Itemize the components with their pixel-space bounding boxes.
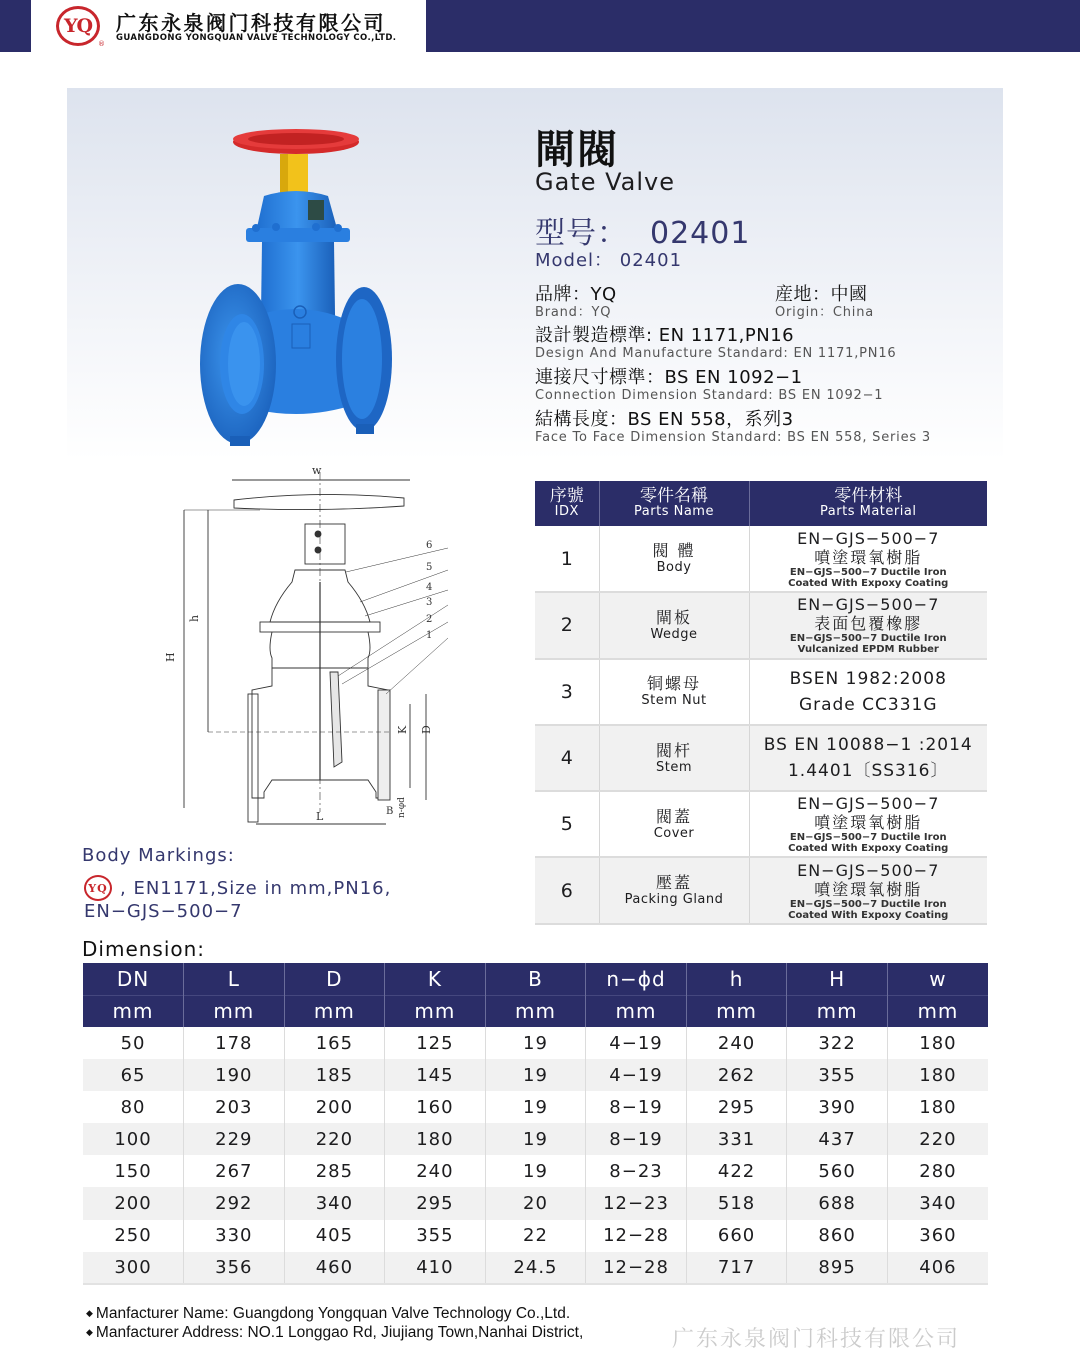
svg-text:6: 6 bbox=[426, 540, 433, 551]
svg-text:2: 2 bbox=[426, 614, 433, 625]
page-header bbox=[0, 0, 1080, 52]
table-cell: 250 bbox=[83, 1220, 184, 1252]
svg-text:5: 5 bbox=[426, 562, 433, 573]
table-row bbox=[83, 1220, 988, 1252]
col-parts-name: 零件名稱 Parts Name bbox=[599, 481, 749, 526]
svg-text:K: K bbox=[396, 725, 409, 734]
table-cell: 125 bbox=[385, 1027, 486, 1059]
table-cell: 178 bbox=[184, 1027, 285, 1059]
parts-table bbox=[535, 481, 987, 925]
table-row: 5 閥蓋 Cover EN−GJS−500−7 噴塗環氧樹脂 EN−GJS−500−7 Ductile Iron Coated With Expoxy Coating bbox=[535, 791, 987, 857]
table-cell: 19 bbox=[485, 1059, 586, 1091]
table-cell: 437 bbox=[787, 1123, 888, 1155]
table-cell: 4−19 bbox=[586, 1059, 687, 1091]
table-cell: 165 bbox=[284, 1027, 385, 1059]
table-row: 3 铜螺母 Stem Nut BSEN 1982:2008 Grade CC331G bbox=[535, 659, 987, 725]
dimension-table bbox=[83, 963, 988, 1285]
svg-text:1: 1 bbox=[426, 630, 433, 641]
body-markings-line1: YQ , EN1171,Size in mm,PN16, bbox=[84, 875, 391, 901]
table-cell: 19 bbox=[485, 1155, 586, 1187]
table-cell: 322 bbox=[787, 1027, 888, 1059]
company-name-cn: 广东永泉阀门科技有限公司 bbox=[116, 11, 386, 35]
table-cell: 19 bbox=[485, 1027, 586, 1059]
table-cell: 220 bbox=[284, 1123, 385, 1155]
model-value: 02401 bbox=[650, 216, 751, 251]
table-cell: 65 bbox=[83, 1059, 184, 1091]
svg-text:n-φd: n-φd bbox=[397, 797, 407, 818]
dimension-units: mm mm mm mm mm mm mm mm mm bbox=[83, 995, 988, 1027]
table-cell: 203 bbox=[184, 1091, 285, 1123]
svg-text:B: B bbox=[386, 806, 394, 817]
table-cell: 19 bbox=[485, 1123, 586, 1155]
table-row bbox=[83, 1123, 988, 1155]
table-cell: 460 bbox=[284, 1252, 385, 1284]
table-cell: 180 bbox=[887, 1059, 988, 1091]
col-idx: 序號 IDX bbox=[535, 481, 599, 526]
model-number-en: Model： 02401 bbox=[535, 250, 683, 271]
company-name-en: GUANGDONG YONGQUAN VALVE TECHNOLOGY CO.,LTD. bbox=[116, 33, 397, 43]
table-cell: 560 bbox=[787, 1155, 888, 1187]
parts-table-header bbox=[535, 481, 987, 526]
yq-logo-icon: YQ bbox=[84, 875, 112, 901]
table-cell: 220 bbox=[887, 1123, 988, 1155]
table-cell: 285 bbox=[284, 1155, 385, 1187]
technical-drawing bbox=[160, 462, 450, 828]
watermark: 广东永泉阀门科技有限公司 bbox=[672, 1327, 961, 1352]
table-cell: 717 bbox=[686, 1252, 787, 1284]
table-cell: 185 bbox=[284, 1059, 385, 1091]
table-cell: 660 bbox=[686, 1220, 787, 1252]
table-row bbox=[83, 1091, 988, 1123]
table-cell: 360 bbox=[919, 1225, 957, 1247]
table-cell: 240 bbox=[686, 1027, 787, 1059]
svg-text:w: w bbox=[312, 464, 322, 477]
manufacturer-name: ◆ Manfacturer Name: Guangdong Yongquan Valve Technology Co.,Ltd. bbox=[86, 1305, 571, 1322]
table-cell: 190 bbox=[184, 1059, 285, 1091]
table-cell: 518 bbox=[686, 1187, 787, 1219]
table-cell: 340 bbox=[887, 1187, 988, 1219]
svg-text:4: 4 bbox=[426, 582, 433, 593]
spec-brand: 品牌：YQ Brand：YQ bbox=[535, 284, 617, 320]
table-cell: 295 bbox=[385, 1187, 486, 1219]
table-cell: 300 bbox=[83, 1252, 184, 1284]
product-title-cn: 閘閥 bbox=[535, 127, 619, 173]
table-cell: 330 bbox=[184, 1220, 285, 1252]
table-cell: 406 bbox=[887, 1252, 988, 1284]
yq-logo-icon: YQ bbox=[56, 6, 100, 46]
table-cell: 180 bbox=[919, 1032, 957, 1054]
body-markings-title: Body Markings: bbox=[82, 845, 235, 866]
header-bar-left bbox=[0, 0, 31, 52]
spec-origin: 産地：中國 Origin：China bbox=[775, 284, 875, 320]
model-label: 型号： bbox=[535, 216, 628, 251]
table-cell: 8−19 bbox=[586, 1091, 687, 1123]
table-cell: 100 bbox=[83, 1123, 184, 1155]
table-cell: 19 bbox=[485, 1091, 586, 1123]
table-cell: 145 bbox=[385, 1059, 486, 1091]
table-cell: 410 bbox=[385, 1252, 486, 1284]
table-cell: 860 bbox=[787, 1220, 888, 1252]
svg-text:h: h bbox=[188, 614, 201, 622]
table-cell: 280 bbox=[919, 1160, 957, 1182]
table-cell: 160 bbox=[385, 1091, 486, 1123]
table-cell: 200 bbox=[284, 1091, 385, 1123]
table-cell: 24.5 bbox=[485, 1252, 586, 1284]
table-cell: 50 bbox=[83, 1027, 184, 1059]
table-cell: 267 bbox=[184, 1155, 285, 1187]
table-cell: 180 bbox=[385, 1123, 486, 1155]
table-cell: 80 bbox=[83, 1091, 184, 1123]
registered-mark: ® bbox=[98, 40, 105, 48]
manufacturer-address: ◆ Manfacturer Address: NO.1 Longgao Rd, Jiujiang Town,Nanhai District, bbox=[86, 1324, 584, 1341]
spec-face-standard: 結構長度：BS EN 558，系列3 Face To Face Dimension Standard: BS EN 558, Series 3 bbox=[535, 409, 931, 445]
header-bar-right bbox=[426, 0, 1080, 52]
spec-connection-standard: 連接尺寸標準：BS EN 1092−1 Connection Dimension Standard: BS EN 1092−1 bbox=[535, 367, 884, 403]
table-cell: 895 bbox=[787, 1252, 888, 1284]
table-cell: 331 bbox=[686, 1123, 787, 1155]
svg-text:L: L bbox=[316, 810, 324, 823]
table-cell: 292 bbox=[184, 1187, 285, 1219]
table-cell: 356 bbox=[184, 1252, 285, 1284]
table-cell: 20 bbox=[485, 1187, 586, 1219]
table-cell: 8−19 bbox=[586, 1123, 687, 1155]
dimension-title: Dimension: bbox=[82, 937, 206, 961]
col-parts-material: 零件材料 Parts Material bbox=[749, 481, 987, 526]
spec-design-standard: 設計製造標準: EN 1171,PN16 Design And Manufacture Standard: EN 1171,PN16 bbox=[535, 325, 897, 361]
table-row: 6 壓蓋 Packing Gland EN−GJS−500−7 噴塗環氧樹脂 EN−GJS−500−7 Ductile Iron Coated With Expoxy Coating bbox=[535, 857, 987, 923]
svg-text:H: H bbox=[164, 652, 177, 662]
table-cell: 12−23 bbox=[586, 1187, 687, 1219]
table-cell: 340 bbox=[284, 1187, 385, 1219]
table-row: 1 閥 體 Body EN−GJS−500−7 噴塗環氧樹脂 EN−GJS−500−7 Ductile Iron Coated With Expoxy Coating bbox=[535, 526, 987, 592]
table-row: 2 閘板 Wedge EN−GJS−500−7 表面包覆橡膠 EN−GJS−500−7 Ductile Iron Vulcanized EPDM Rubber bbox=[535, 592, 987, 658]
table-cell: 262 bbox=[686, 1059, 787, 1091]
table-cell: 355 bbox=[787, 1059, 888, 1091]
table-row bbox=[83, 1059, 988, 1091]
table-cell: 295 bbox=[686, 1091, 787, 1123]
table-cell: 180 bbox=[919, 1096, 957, 1118]
body-markings-line2: EN−GJS−500−7 bbox=[84, 901, 243, 922]
manufacturer-info bbox=[86, 1304, 583, 1342]
table-row: 4 閥杆 Stem BS EN 10088−1 :2014 1.4401〔SS316〕 bbox=[535, 725, 987, 791]
table-cell: 22 bbox=[485, 1220, 586, 1252]
table-cell: 390 bbox=[787, 1091, 888, 1123]
table-row bbox=[83, 1187, 988, 1219]
table-cell: 200 bbox=[83, 1187, 184, 1219]
table-cell: 150 bbox=[83, 1155, 184, 1187]
table-cell: 12−28 bbox=[586, 1220, 687, 1252]
table-cell: 240 bbox=[385, 1155, 486, 1187]
table-cell: 8−23 bbox=[586, 1155, 687, 1187]
table-cell: 4−19 bbox=[586, 1027, 687, 1059]
table-row bbox=[83, 1155, 988, 1187]
table-row bbox=[83, 1252, 988, 1284]
table-cell: 12−28 bbox=[586, 1252, 687, 1284]
table-cell: 405 bbox=[284, 1220, 385, 1252]
dimension-header: DN L D K B n−ϕd h H w bbox=[83, 963, 988, 995]
svg-text:D: D bbox=[420, 725, 433, 734]
svg-text:3: 3 bbox=[426, 597, 433, 608]
table-cell: 229 bbox=[184, 1123, 285, 1155]
product-title-en: Gate Valve bbox=[535, 168, 676, 196]
table-cell: 688 bbox=[787, 1187, 888, 1219]
table-cell: 355 bbox=[385, 1220, 486, 1252]
table-cell: 422 bbox=[686, 1155, 787, 1187]
table-row bbox=[83, 1027, 988, 1059]
gate-valve-photo bbox=[196, 124, 396, 460]
